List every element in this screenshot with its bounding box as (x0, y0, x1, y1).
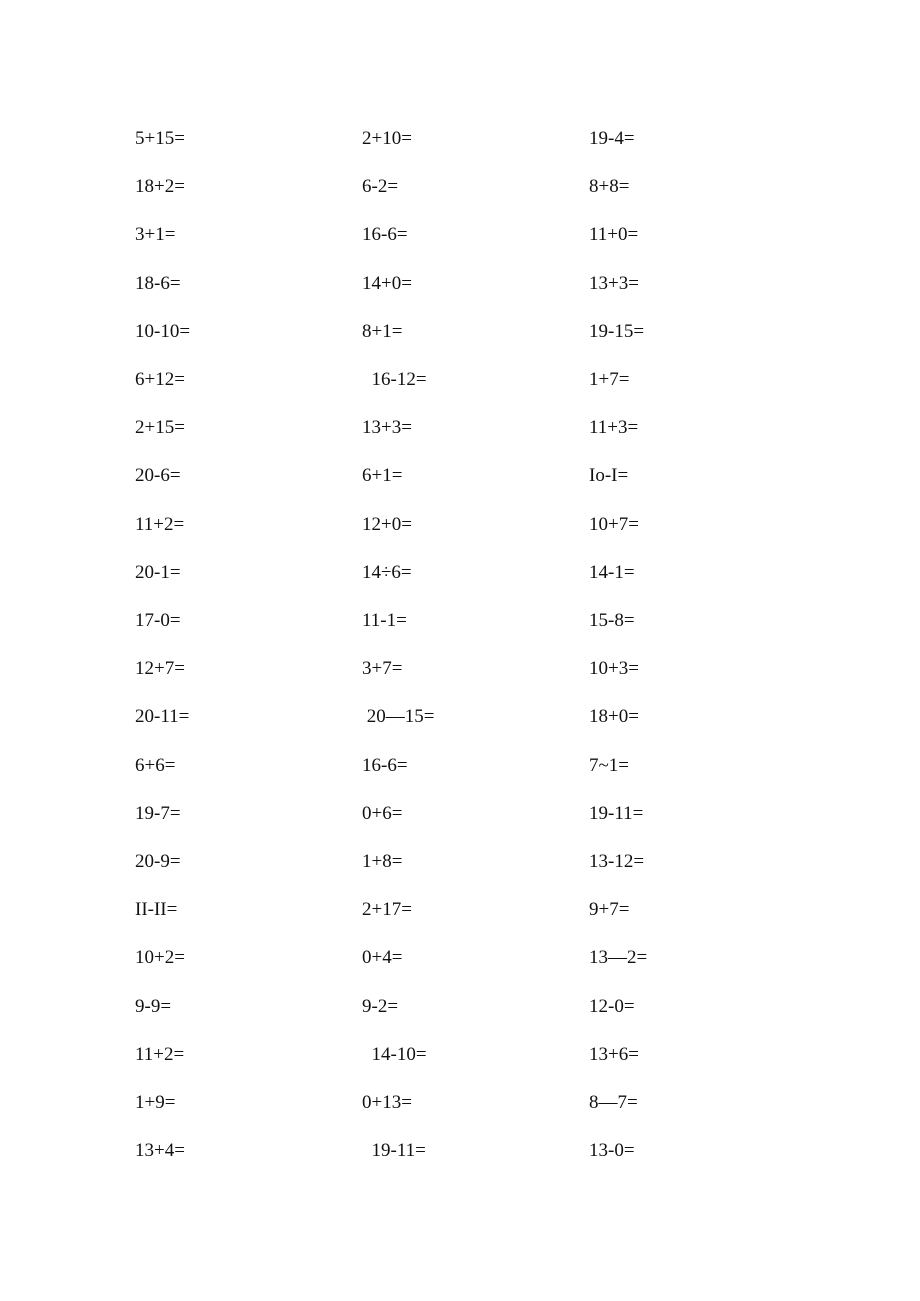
math-problem: 19-4= (589, 128, 635, 149)
problem-row (0, 124, 920, 154)
math-problem: 8+8= (589, 176, 630, 197)
math-problem: 3+1= (135, 224, 176, 245)
math-problem: 6+12= (135, 369, 185, 390)
math-problem: 16-12= (362, 369, 427, 390)
problem-row (0, 269, 920, 299)
math-problem: 12+7= (135, 658, 185, 679)
math-problem: 13+4= (135, 1140, 185, 1161)
math-problem: 11+3= (589, 417, 639, 438)
problem-row (0, 1040, 920, 1070)
math-problem: 11+0= (589, 224, 639, 245)
problem-row (0, 606, 920, 636)
math-problem: 13+3= (362, 417, 412, 438)
math-problem: 9+7= (589, 899, 630, 920)
math-problem: 20—15= (362, 706, 435, 727)
problem-row (0, 1136, 920, 1166)
math-problem: 0+13= (362, 1092, 412, 1113)
math-problem: 1+8= (362, 851, 403, 872)
problem-row (0, 895, 920, 925)
problem-row (0, 365, 920, 395)
math-problem: 9-9= (135, 996, 172, 1017)
math-problem: Io-I= (589, 465, 629, 486)
math-problem: 20-1= (135, 562, 181, 583)
math-problem: 10+3= (589, 658, 639, 679)
math-problem: 11+2= (135, 1044, 185, 1065)
math-problem: 3+7= (362, 658, 403, 679)
math-problem: 19-15= (589, 321, 645, 342)
problem-row (0, 751, 920, 781)
math-problem: 6+1= (362, 465, 403, 486)
math-problem: 17-0= (135, 610, 181, 631)
problem-row (0, 461, 920, 491)
math-problem: 0+4= (362, 947, 403, 968)
math-problem: 20-9= (135, 851, 181, 872)
math-problem: 1+9= (135, 1092, 176, 1113)
math-problem: II-II= (135, 899, 178, 920)
problem-row (0, 654, 920, 684)
math-problem: 20-6= (135, 465, 181, 486)
math-problem: 8—7= (589, 1092, 638, 1113)
math-problem: 2+17= (362, 899, 412, 920)
problem-row (0, 558, 920, 588)
problem-row (0, 1088, 920, 1118)
math-problem: 9-2= (362, 996, 399, 1017)
math-problem: 13+6= (589, 1044, 639, 1065)
math-problem: 2+15= (135, 417, 185, 438)
math-problem: 19-11= (362, 1140, 426, 1161)
math-problem: 19-7= (135, 803, 181, 824)
problem-row (0, 847, 920, 877)
math-problem: 14-1= (589, 562, 635, 583)
math-problem: 1+7= (589, 369, 630, 390)
problem-row (0, 992, 920, 1022)
math-problem: 13+3= (589, 273, 639, 294)
problem-row (0, 799, 920, 829)
math-problem: 14-10= (362, 1044, 427, 1065)
math-problem: 19-11= (589, 803, 644, 824)
math-problem: 16-6= (362, 755, 408, 776)
math-problem: 14+0= (362, 273, 412, 294)
math-problem: 18+2= (135, 176, 185, 197)
math-problem: 13-0= (589, 1140, 635, 1161)
math-problem: 12+0= (362, 514, 412, 535)
math-problem: 8+1= (362, 321, 403, 342)
math-problem: 20-11= (135, 706, 190, 727)
math-problem: 12-0= (589, 996, 635, 1017)
problem-row (0, 943, 920, 973)
math-problem: 13—2= (589, 947, 648, 968)
math-problem: 2+10= (362, 128, 412, 149)
problem-row (0, 220, 920, 250)
math-problem: 10-10= (135, 321, 191, 342)
math-problem: 16-6= (362, 224, 408, 245)
math-problem: 18+0= (589, 706, 639, 727)
math-problem: 18-6= (135, 273, 181, 294)
math-problem: 5+15= (135, 128, 185, 149)
problem-row (0, 510, 920, 540)
math-problem: 11+2= (135, 514, 185, 535)
math-problem: 10+2= (135, 947, 185, 968)
math-problem: 11-1= (362, 610, 407, 631)
problem-row (0, 172, 920, 202)
math-problem: 15-8= (589, 610, 635, 631)
math-problem: 6-2= (362, 176, 399, 197)
math-problem: 14÷6= (362, 562, 412, 583)
math-problem: 13-12= (589, 851, 645, 872)
math-problem: 7~1= (589, 755, 629, 776)
math-problem: 6+6= (135, 755, 176, 776)
math-problem: 10+7= (589, 514, 639, 535)
problem-row (0, 317, 920, 347)
problem-row (0, 702, 920, 732)
problem-row (0, 413, 920, 443)
math-problem: 0+6= (362, 803, 403, 824)
